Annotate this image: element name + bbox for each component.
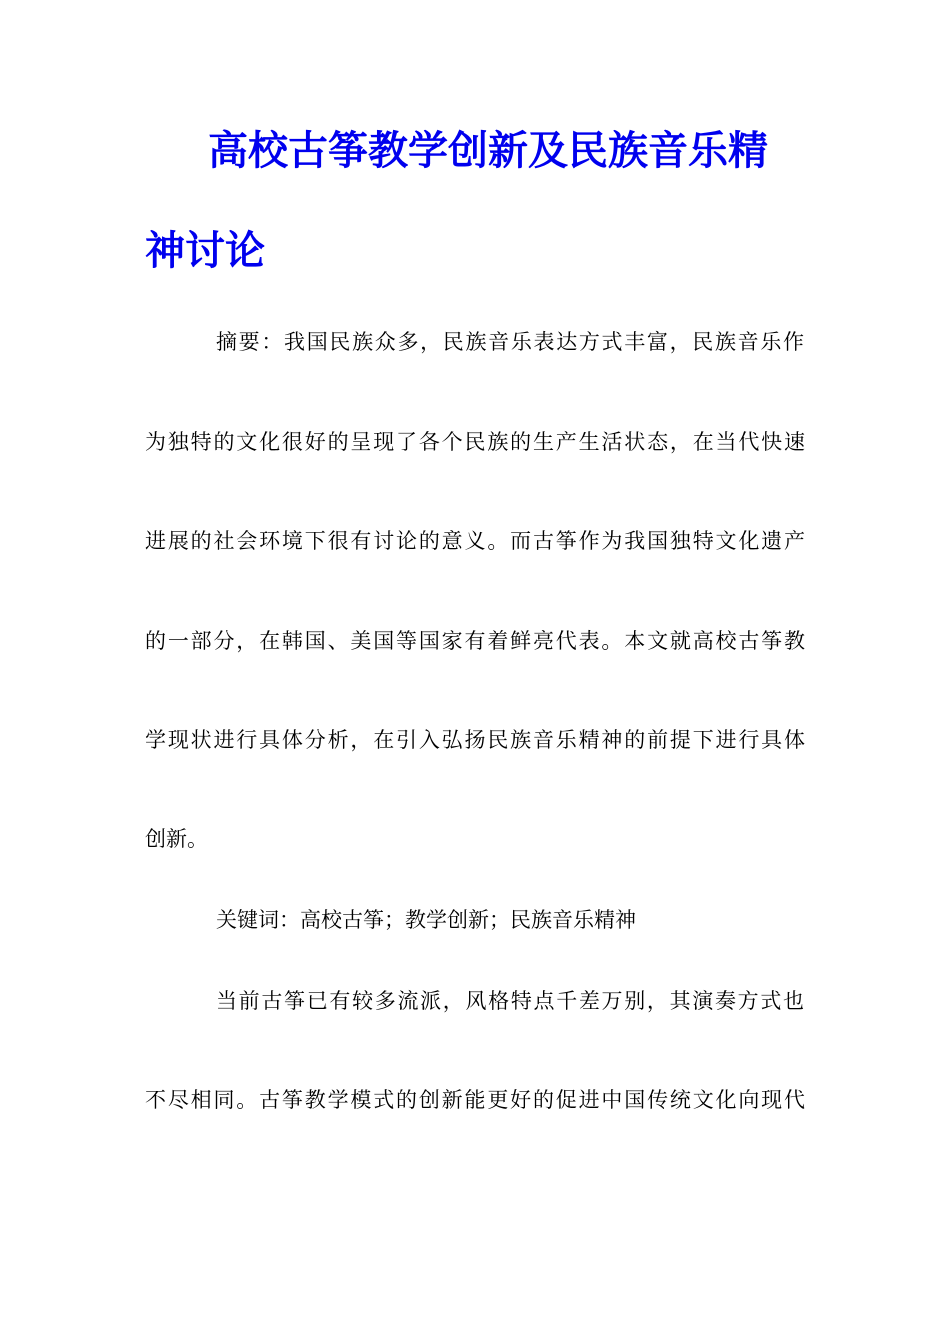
abstract-line-5: 学现状进行具体分析，在引入弘扬民族音乐精神的前提下进行具体 [145,728,805,752]
document-title-line-1: 高校古筝教学创新及民族音乐精 [208,127,768,174]
body-line-1: 当前古筝已有较多流派，风格特点千差万别，其演奏方式也 [216,989,804,1013]
abstract-line-4: 的一部分，在韩国、美国等国家有着鲜亮代表。本文就高校古筝教 [145,629,805,653]
body-line-2: 不尽相同。古筝教学模式的创新能更好的促进中国传统文化向现代 [145,1088,805,1112]
document-title-line-2: 神讨论 [145,227,265,274]
keywords-line: 关键词：高校古筝；教学创新；民族音乐精神 [216,908,636,932]
abstract-line-6: 创新。 [145,827,208,851]
abstract-line-1: 摘要：我国民族众多，民族音乐表达方式丰富，民族音乐作 [216,330,804,354]
abstract-line-3: 进展的社会环境下很有讨论的意义。而古筝作为我国独特文化遗产 [145,529,805,553]
abstract-line-2: 为独特的文化很好的呈现了各个民族的生产生活状态，在当代快速 [145,430,805,454]
